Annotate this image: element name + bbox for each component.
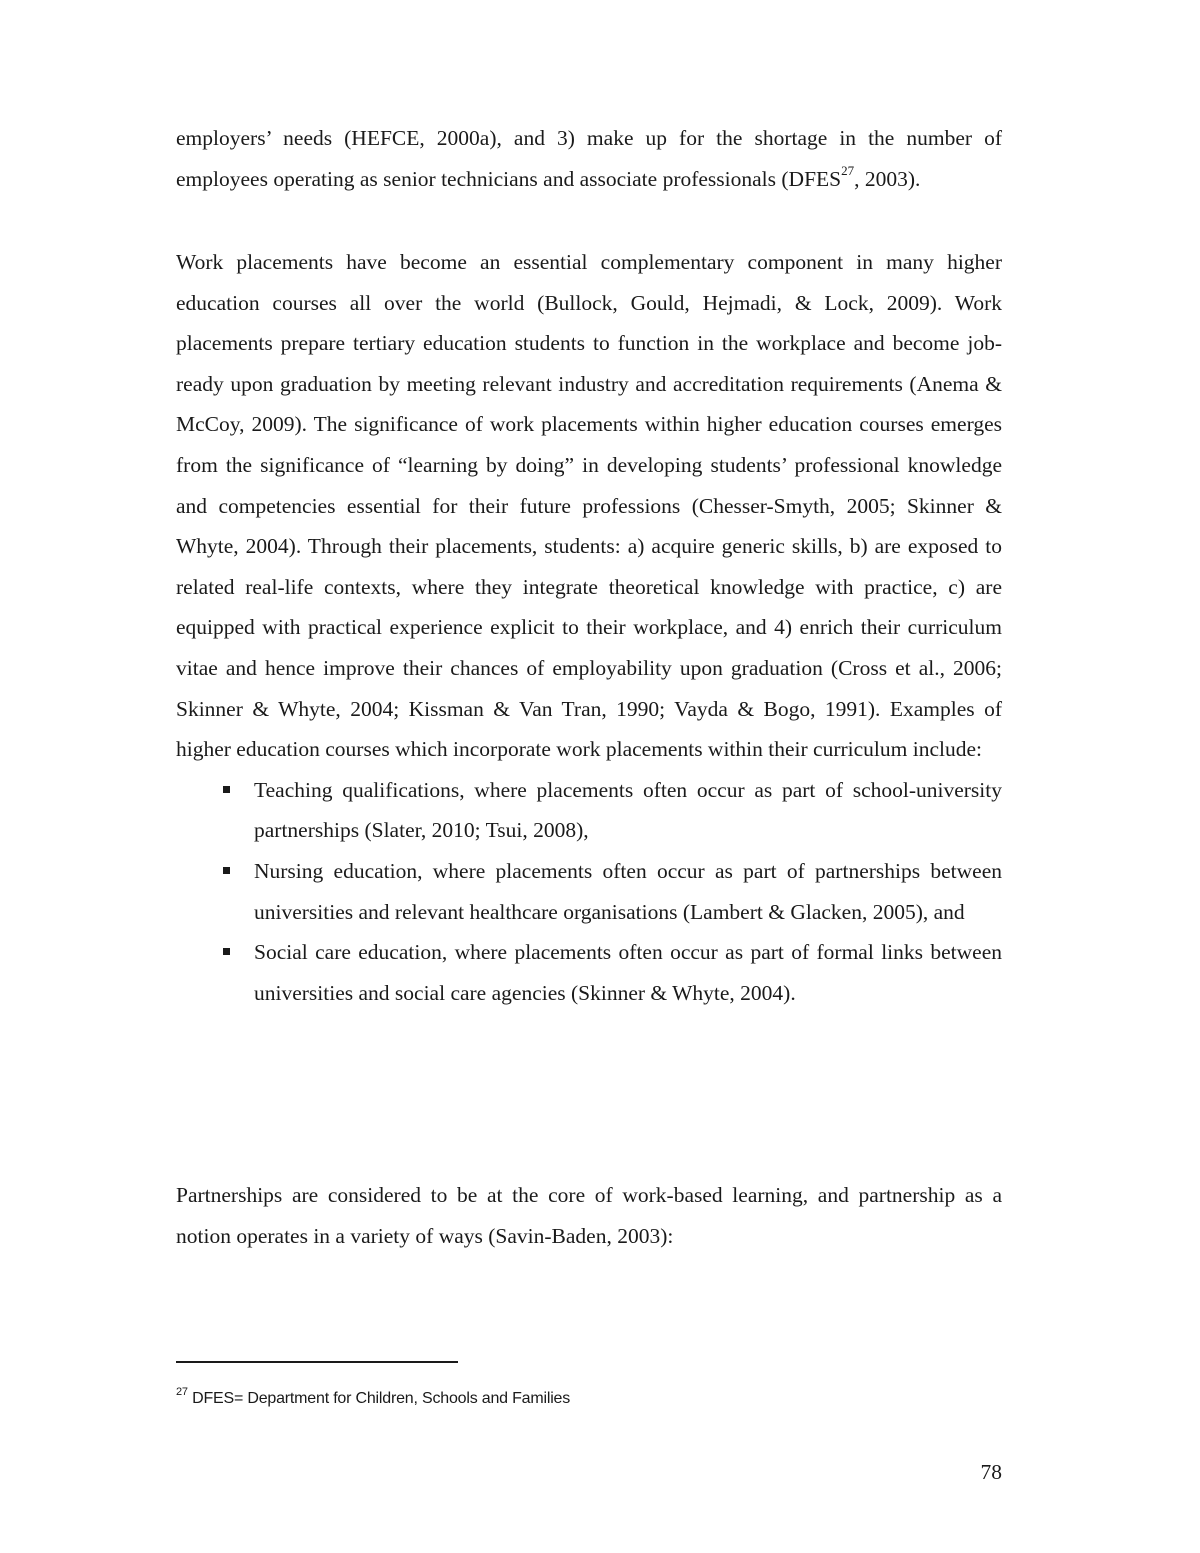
list-item: [254, 851, 1002, 932]
list-item: [254, 770, 1002, 851]
footnote-divider: [176, 1361, 458, 1363]
paragraph-partnerships: [176, 1175, 1002, 1256]
footnote-text: DFES= Department for Children, Schools and Families: [187, 1390, 571, 1407]
square-bullet-icon: [219, 770, 233, 811]
list-item: [254, 932, 1002, 1013]
footnote-reference[interactable]: 27: [841, 163, 855, 179]
paragraph-2: Work placements have become an essential complementary component in many higher education courses all over the world (Bullock, Gould, Hejmadi, & Lock, 2009). Work placements prepare tertiary education students to function in the workplace and become job-ready upon graduation by meeting relevant industry and accreditation requirements (Anema & McCoy, 2009). The significance of work placements within higher education courses emerges from the significance of “learning by doing” in developing students’ professional knowledge and competencies essential for their future professions (Chesser-Smyth, 2005; Skinner & Whyte, 2004). Through their placements, students: a) acquire generic skills, b) are exposed to related real-life contexts, where they integrate theoretical knowledge with practice, c) are equipped with practical experience explicit to their workplace, and 4) enrich their curriculum vitae and hence improve their chances of employability upon graduation (Cross et al., 2006; Skinner & Whyte, 2004; Kissman & Van Tran, 1990; Vayda & Bogo, 1991). Examples of higher education courses which incorporate work placements within their curriculum include:: [176, 250, 1002, 762]
footnote: [176, 1385, 571, 1410]
page-number: 78: [980, 1460, 1002, 1484]
paragraph-3: Partnerships are considered to be at the core of work-based learning, and partnership as a notion operates in a variety of ways (Savin-Baden, 2003):: [176, 1183, 1002, 1248]
paragraph-1-text-after: , 2003).: [854, 166, 921, 191]
square-bullet-icon: [219, 932, 233, 973]
bullet-list: [176, 770, 1002, 1014]
footnote-number: 27: [176, 1385, 188, 1398]
paragraph-work-placements: [176, 242, 1002, 1013]
list-item-text: Teaching qualifications, where placements often occur as part of school-university partnerships (Slater, 2010; Tsui, 2008),: [254, 777, 1002, 843]
square-bullet-icon: [219, 851, 233, 892]
paragraph-continuation: [176, 118, 1002, 199]
list-item-text: Social care education, where placements often occur as part of formal links between universities and social care agencies (Skinner & Whyte, 2004).: [254, 940, 1002, 1005]
list-item-text: Nursing education, where placements often occur as part of partnerships between universities and relevant healthcare organisations (Lambert & Glacken, 2005), and: [254, 858, 1002, 924]
paragraph-1-text: employers’ needs (HEFCE, 2000a), and 3) make up for the shortage in the number of employees operating as senior technicians and associate professionals (DFES: [176, 126, 1002, 191]
paragraph-1: [176, 118, 1002, 199]
